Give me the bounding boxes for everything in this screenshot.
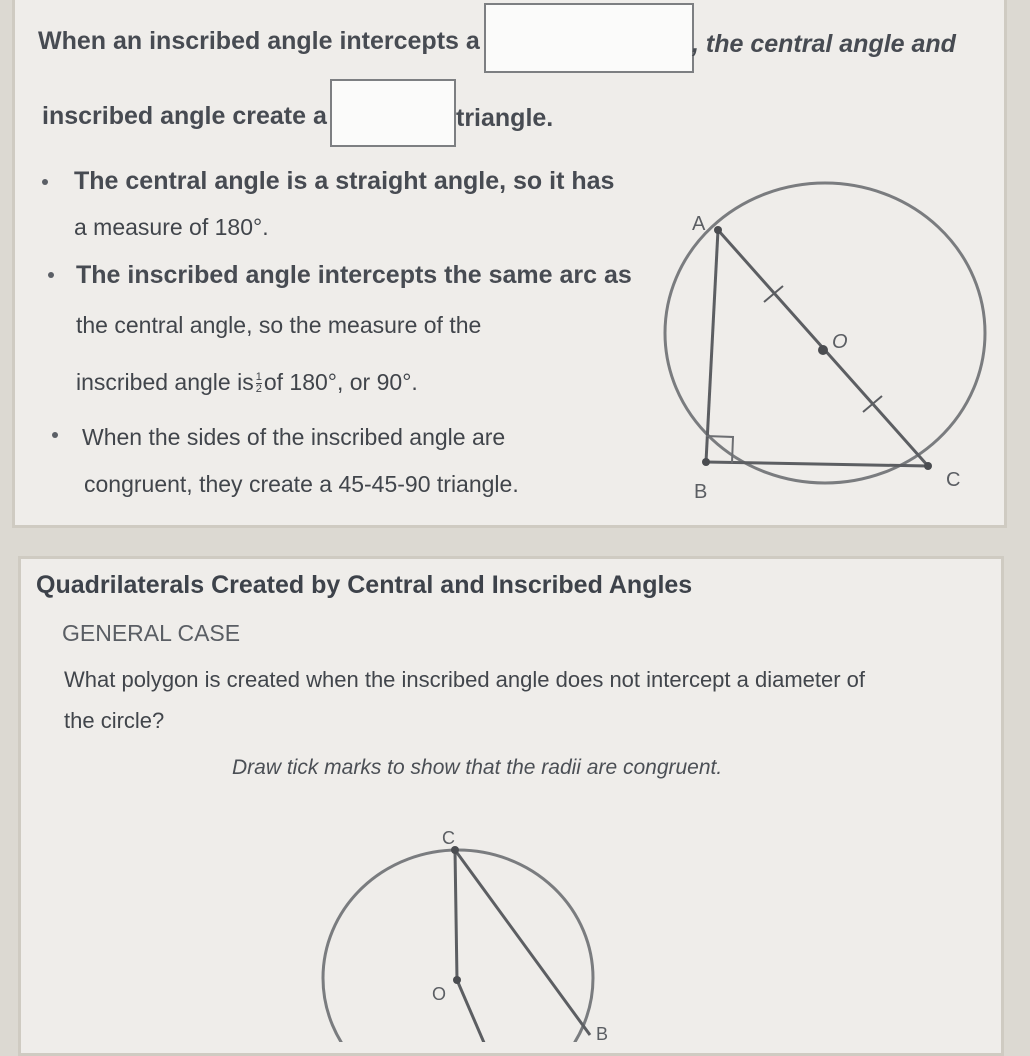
answer-box-2[interactable] [330, 79, 456, 147]
section-title: Quadrilaterals Created by Central and Inscribed Angles [36, 571, 693, 599]
fraction-denominator: 2 [255, 383, 262, 396]
instruction-text: Draw tick marks to show that the radii are congruent. [232, 756, 723, 779]
section-subtitle: GENERAL CASE [62, 620, 241, 646]
intro-line2-prefix: inscribed angle create a [42, 102, 327, 130]
circle-diagram-diameter [640, 180, 1010, 520]
point-o [453, 976, 461, 984]
label-b: B [694, 481, 708, 503]
bullet-2-line2: the central angle, so the measure of the [76, 312, 482, 338]
circle [323, 850, 593, 1042]
radius-oc [455, 850, 457, 980]
intro-line1-prefix: When an inscribed angle intercepts a [38, 27, 480, 55]
segment-ab [706, 230, 718, 462]
label-o: O [832, 331, 848, 353]
intro-line2-suffix: triangle. [456, 104, 554, 132]
label-c: C [442, 828, 455, 848]
bullet-2-line3-pre: inscribed angle is [76, 369, 254, 395]
bullet-2-line3-post: of 180°, or 90°. [263, 369, 418, 395]
question-line1: What polygon is created when the inscribed angle does not intercept a diameter of [64, 667, 866, 692]
bullet-1-line1: The central angle is a straight angle, so it has [74, 167, 615, 195]
question-line2: the circle? [64, 708, 165, 733]
point-c [924, 462, 932, 470]
right-angle-marker [706, 436, 733, 463]
answer-box-1[interactable] [484, 3, 694, 73]
circle-diagram-general [300, 820, 620, 1042]
label-b: B [596, 1024, 609, 1042]
point-b [702, 458, 710, 466]
label-o: O [432, 984, 447, 1004]
bullet-2-line3 [76, 369, 418, 396]
segment-bc [706, 462, 928, 466]
bullet-3-line2: congruent, they create a 45-45-90 triangle. [84, 471, 519, 497]
radius-ob [457, 980, 485, 1042]
point-a [714, 226, 722, 234]
intro-line1-suffix: , the central angle and [692, 30, 956, 58]
bullet-dot [52, 432, 58, 438]
label-a: A [692, 213, 706, 235]
bullet-1-line2: a measure of 180°. [74, 214, 269, 240]
point-o [818, 345, 828, 355]
bullet-dot [42, 179, 48, 185]
chord-cb [455, 850, 590, 1035]
bullet-2-line1: The inscribed angle intercepts the same arc as [76, 261, 632, 289]
label-c: C [946, 469, 961, 491]
fraction-numerator: 1 [255, 371, 262, 384]
one-half-fraction [256, 372, 262, 395]
bullet-dot [48, 272, 54, 278]
bullet-3-line1: When the sides of the inscribed angle are [82, 424, 506, 450]
